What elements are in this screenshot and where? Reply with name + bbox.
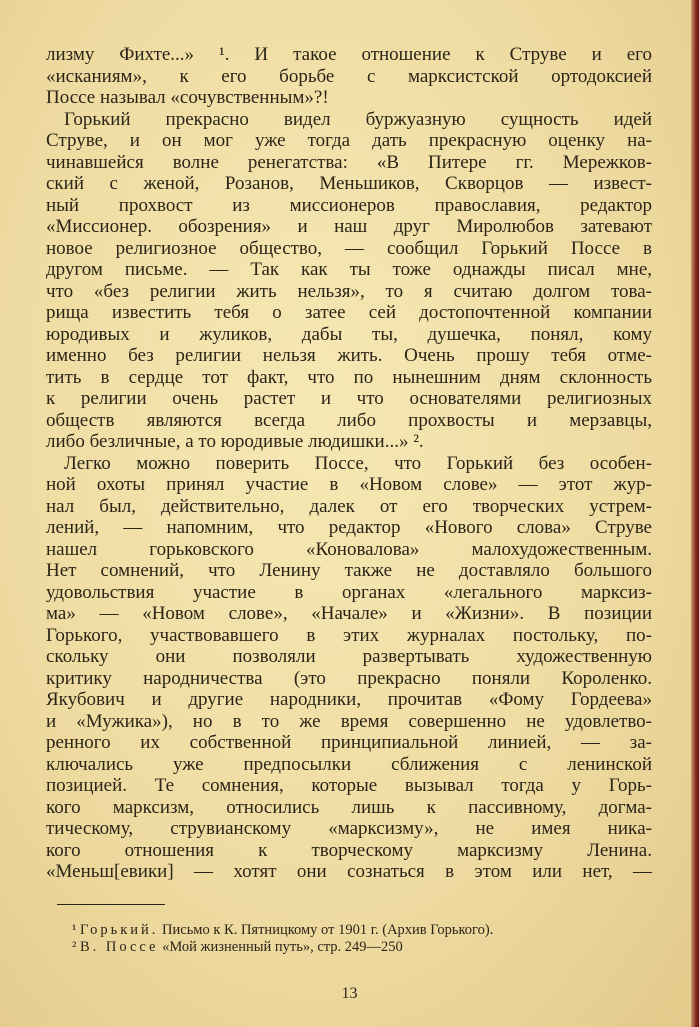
text-line: ский с женой, Розанов, Меньшиков, Скворцов — извест-: [46, 173, 652, 194]
body-text: [46, 44, 652, 883]
text-line: тическому, струвианскому «марксизму», не имея никa-: [46, 818, 652, 839]
text-line: нал был, действительно, далек от его творческих устрем-: [46, 495, 652, 517]
text-line: ключались уже предпосылки сближения с ленинской: [46, 753, 652, 775]
footnote-author: В. Поссе: [79, 939, 159, 955]
text-line: именно без религии нельзя жить. Очень прошу тебя отме-: [46, 345, 652, 366]
text-line: что «без религии жить нельзя», то я считаю долгом това-: [46, 280, 652, 302]
text-line: скольку они позволяли развертывать художественную: [46, 646, 652, 667]
text-line: либо безличные, а то юродивые людишки...» ².: [46, 431, 424, 452]
text-line: чинавшейся волне ренегатства: «В Питере гг. Мережков-: [46, 151, 652, 173]
text-line: ный прохвост из миссионеров православия, редактор: [46, 194, 652, 216]
text-line: «исканиям», к его борьбе с марксистской ортодоксией: [46, 65, 652, 87]
text-line: кого марксизм, относились лишь к пассивному, догма-: [46, 796, 652, 818]
text-line: Легко можно поверить Поссе, что Горький без особен-: [64, 452, 652, 474]
text-line: Якубович и другие народники, прочитав «Фому Гордеева»: [46, 689, 652, 710]
text-line: лизму Фихте...» ¹. И такое отношение к Струве и его: [46, 44, 652, 65]
text-line: Струве, и он мог уже тогда дать прекрасную оценку на-: [46, 130, 652, 151]
text-line: «Миссионер. обозрения» и наш друг Миролюбов затевают: [46, 216, 652, 237]
footnotes: [58, 922, 654, 956]
text-line: лений, — напомним, что редактор «Нового слова» Струве: [46, 517, 652, 538]
text-line: ма» — «Новом слове», «Начале» и «Жизни». В позиции: [46, 603, 652, 624]
page-number: 13: [341, 985, 358, 1002]
footnote-text: «Мой жизненный путь», стр. 249—250: [158, 939, 403, 955]
text-line: новое религиозное общество, — сообщил Горький Поссе в: [46, 237, 652, 259]
text-line: Горький прекрасно видел буржуазную сущность идей: [64, 108, 652, 130]
text-line: нашел горьковского «Коновалова» малохудожественным.: [46, 538, 652, 560]
text-line: кого отношения к творческому марксизму Ленина.: [46, 839, 652, 861]
text-line: Горького, участвовавшего в этих журналах постольку, по-: [46, 624, 652, 646]
footnote-mark: ¹: [72, 922, 77, 938]
text-line: другом письме. — Так как ты тоже однажды писал мне,: [46, 259, 652, 280]
footnote-rule: [57, 904, 165, 905]
text-line: ренного их собственной принципиальной линией, — за-: [46, 732, 652, 753]
text-line: обществ являются всегда либо прохвосты и мерзавцы,: [46, 409, 652, 431]
footnote-1: [58, 922, 654, 939]
text-line: рища известить тебя о затее сей достопочтенной компании: [46, 302, 652, 323]
text-line: удовольствия участие в органах «легального марксиз-: [46, 581, 652, 603]
footnote-mark: ²: [72, 939, 77, 955]
footnote-text: Письмо к К. Пятницкому от 1901 г. (Архив Горького).: [158, 922, 494, 938]
text-line: «Меньш[евики] — хотят они сознаться в этом или нет, —: [46, 861, 652, 882]
text-line: критику народничества (это прекрасно поняли Короленко.: [46, 667, 652, 689]
text-line: юродивых и жуликов, дабы ты, душечка, понял, кому: [46, 323, 652, 345]
footnote-2: [58, 939, 654, 956]
text-line: ной охоты принял участие в «Новом слове» — этот жур-: [46, 474, 652, 495]
text-line: тить в сердце тот факт, что по нынешним дням склонность: [46, 366, 652, 388]
text-line: Поссе называл «сочувственным»?!: [46, 87, 329, 108]
page-edge: [691, 0, 699, 1027]
text-line: к религии очень растет и что основателями религиозных: [46, 388, 652, 409]
text-line: и «Мужика»), но в то же время совершенно не удовлетво-: [46, 710, 652, 732]
text-line: Нет сомнений, что Ленину также не доставляло большого: [46, 560, 652, 581]
text-line: позицией. Те сомнения, которые вызывал тогда у Горь-: [46, 775, 652, 796]
footnote-author: Горький.: [79, 922, 159, 938]
